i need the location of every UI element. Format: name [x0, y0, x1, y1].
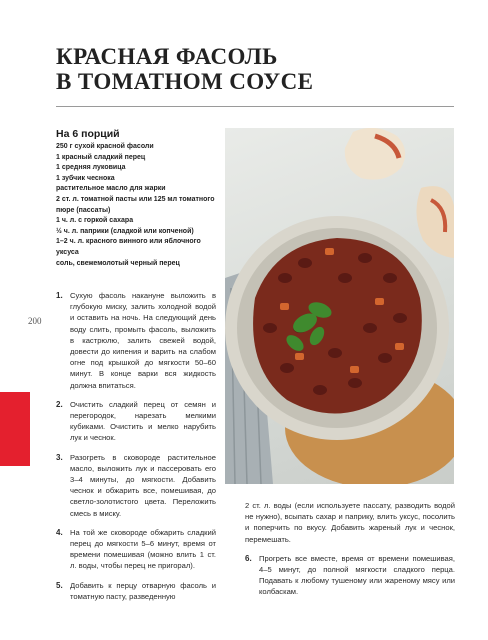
bean-stew — [253, 238, 422, 414]
chapter-tab-marker — [0, 392, 30, 466]
method-step — [56, 399, 216, 444]
step-text: Прогреть все вместе, время от времени помешивая, 4–5 минут, до полной мягкости сладкого перца. Подавать к любому тушеному или жареному мясу или колбаскам. — [259, 553, 455, 597]
ingredient-item: 2 ст. л. томатной пасты или 125 мл томатного — [56, 195, 215, 203]
method-step — [56, 452, 216, 519]
step-number: 5. — [56, 580, 63, 590]
step-number: 6. — [245, 553, 252, 563]
ingredient-item: уксуса — [56, 248, 79, 256]
page-number: 200 — [28, 316, 42, 326]
ingredient-item: 1 красный сладкий перец — [56, 153, 146, 161]
method-steps-column-1 — [56, 290, 216, 610]
ingredient-item: соль, свежемолотый черный перец — [56, 259, 180, 267]
ingredient-item: 1 ч. л. с горкой сахара — [56, 217, 134, 225]
step-5-continuation: 2 ст. л. воды (если используете пассату, разводить водой не нужно), всыпать сахар и паприку, влить уксус, посолить и поперчить по вкусу. Добавить жареный лук и чеснок, перемешать. — [245, 501, 455, 544]
step-text: Добавить к перцу отварную фасоль и томатную пасту, разведенную — [70, 580, 216, 601]
ingredient-item: 1 средняя луковица — [56, 164, 126, 172]
step-number: 4. — [56, 527, 63, 537]
step-text: Очистить сладкий перец от семян и перегородок, нарезать мелкими кубиками. Очистить и мелко нарубить лук и чеснок. — [70, 399, 216, 443]
method-steps-column-2 — [245, 500, 455, 606]
ingredient-item: 250 г сухой красной фасоли — [56, 143, 154, 150]
ingredient-item: ½ ч. л. паприки (сладкой или копченой) — [56, 227, 194, 235]
step-number: 1. — [56, 291, 63, 300]
dish-photo-illustration — [225, 128, 454, 484]
step-number: 2. — [56, 399, 63, 409]
ingredient-item: 1 зубчик чеснока — [56, 174, 115, 182]
ingredient-item: растительное масло для жарки — [56, 185, 166, 193]
title-divider — [56, 106, 454, 107]
step-text: На той же сковороде обжарить сладкий перец до мягкости 5–6 минут, время от времени помешивая (можно влить 1 ст. л. воды, чтобы перец не пригорал). — [70, 527, 216, 571]
ingredient-item: 1–2 ч. л. красного винного или яблочного — [56, 238, 201, 246]
dish-photo — [225, 128, 454, 484]
method-step — [56, 290, 216, 391]
step-number: 3. — [56, 452, 63, 462]
method-step — [56, 527, 216, 572]
ingredients-list — [56, 142, 216, 269]
step-text: Сухую фасоль накануне выложить в глубокую миску, залить холодной водой и оставить на ночь. На следующий день воду слить, промыть фасоль, выложить в кастрюлю, залить свежей водой, довести до кипения и варить на слабом огне под крышкой до мягкости 50–60 минут. В конце варки вся жидкость должна впитаться. — [70, 291, 216, 390]
recipe-title-line-2: В ТОМАТНОМ СОУСЕ — [56, 69, 314, 94]
method-step — [245, 553, 455, 598]
method-step — [56, 580, 216, 602]
step-text: Разогреть в сковороде растительное масло, выложить лук и пассеровать его 3–4 минуты, до мягкости. Добавить чеснок и обжарить все, помешивая, до светло-золотистого цвета. Переложить смесь в миску. — [70, 452, 216, 518]
ingredient-item: пюре (пассаты) — [56, 206, 111, 214]
bread-slice-right — [416, 186, 454, 258]
servings-heading: На 6 порций — [56, 128, 120, 140]
recipe-title — [56, 44, 456, 94]
recipe-title-line-1: КРАСНАЯ ФАСОЛЬ — [56, 44, 278, 69]
